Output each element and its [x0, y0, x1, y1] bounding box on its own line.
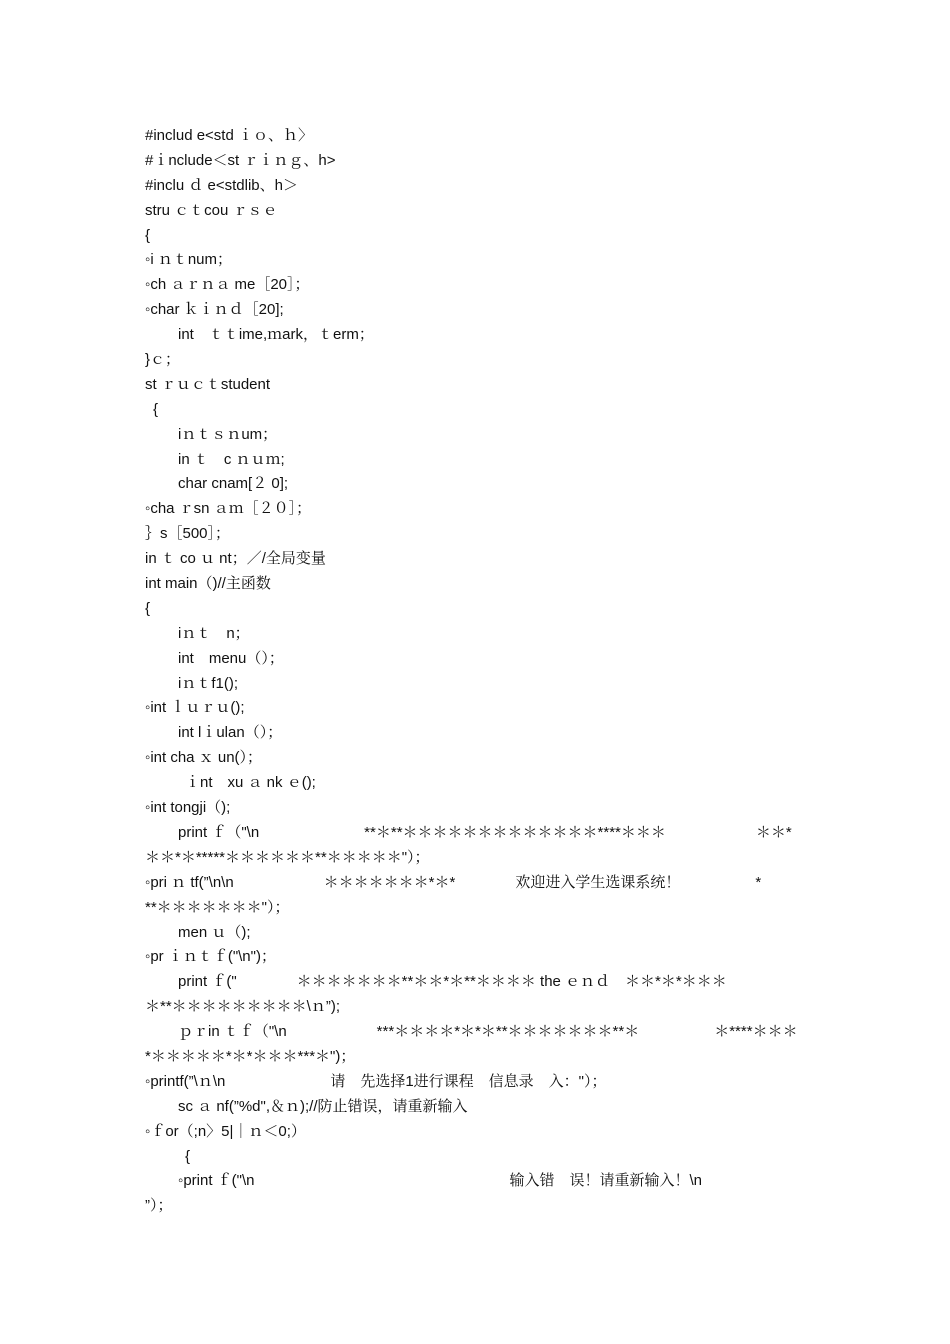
- code-line: ◦pr ｉｎｔｆ("\n")；: [145, 948, 276, 966]
- code-line: {: [153, 400, 159, 418]
- code-line: men ｕ（);: [178, 923, 251, 941]
- code-line: sc ａ nf(”%d",＆ｎ);//防止错误，请重新输入: [178, 1097, 468, 1115]
- code-line: {: [145, 226, 151, 244]
- code-line: ◦i ｎｔnum；: [145, 251, 232, 269]
- code-line: {: [185, 1147, 191, 1165]
- code-line: ◦cha ｒsn ａｍ［２０］；: [145, 500, 312, 518]
- code-line: **＊＊＊＊＊＊＊"）；: [145, 898, 290, 916]
- code-line: }ｃ；: [145, 351, 181, 369]
- code-line: ◦pri ｎ tf(”\n\n ＊＊＊＊＊＊＊*＊* 欢迎进入学生选课系统！ *: [145, 873, 762, 891]
- code-line: in ｔ co ｕ nt；／/全局变量: [145, 550, 326, 568]
- code-line: int lｉulan（）；: [178, 724, 283, 742]
- code-line: ◦ch ａｒｎａ me［20］；: [145, 276, 310, 294]
- code-line: *＊＊＊＊＊*＊*＊＊＊***＊")；: [145, 1047, 356, 1065]
- code-line: ＊＊*＊*****＊＊＊＊＊＊**＊＊＊＊＊"）；: [145, 848, 430, 866]
- code-line: in ｔ c ｎｕｍ;: [178, 450, 285, 468]
- code-line: ◦print ｆ("\n 输入错 误！请重新输入！\n: [178, 1172, 703, 1190]
- code-line: int menu（）；: [178, 649, 284, 667]
- code-line: ”）；: [145, 1197, 173, 1215]
- code-line: int ｔｔime,ｍark，ｔerm；: [178, 326, 374, 344]
- code-line: #inclu ｄ e<stdlib、h＞: [145, 176, 298, 194]
- code-line: #includ e<std ｉｏ、ｈ〉: [145, 127, 313, 144]
- code-line: iｎｔf1();: [178, 674, 239, 692]
- code-line: {: [145, 599, 151, 617]
- code-line: print ｆ（"\n **＊**＊＊＊＊＊＊＊＊＊＊＊＊＊****＊＊＊ ＊＊*: [178, 823, 792, 841]
- code-line: ｐｒin ｔｆ（"\n ***＊＊＊＊*＊*＊**＊＊＊＊＊＊＊**＊ ＊****＊＊＊: [178, 1023, 798, 1041]
- code-line: ◦int tongji（);: [145, 799, 231, 817]
- code-line: char cnam[２ 0];: [178, 475, 289, 493]
- code-line: ｉnt xu ａ nk ｅ();: [185, 774, 316, 792]
- code-line: ◦int cha ｘ un(）；: [145, 749, 263, 767]
- code-line: ◦printf(”\ｎ\n 请 先选择1进行课程 信息录 入："）；: [145, 1072, 607, 1090]
- code-line: stru ｃｔcou ｒｓｅ: [145, 201, 278, 219]
- code-line: st ｒｕｃｔstudent: [145, 375, 271, 393]
- code-line: iｎｔｓｎum；: [178, 425, 278, 443]
- code-line: ◦char ｋｉｎｄ［20];: [145, 301, 284, 319]
- code-listing: [145, 124, 810, 1219]
- code-line: #ｉnclude＜st ｒｉｎｇ、h>: [145, 151, 336, 169]
- code-line: ◦int ｌｕｒｕ();: [145, 699, 245, 717]
- code-line: ◦ｆor（;n〉5|｜ｎ＜0;）: [145, 1122, 306, 1140]
- code-line: ＊**＊＊＊＊＊＊＊＊＊\ｎ”);: [145, 998, 341, 1016]
- code-line: ｝s［500］；: [145, 525, 231, 543]
- code-line: print ｆ(" ＊＊＊＊＊＊＊**＊＊*＊**＊＊＊＊ the ｅｎｄ ＊＊*＊*＊＊＊: [178, 973, 727, 991]
- code-line: int main（)//主函数: [145, 575, 271, 593]
- code-line: iｎｔ n；: [178, 624, 250, 642]
